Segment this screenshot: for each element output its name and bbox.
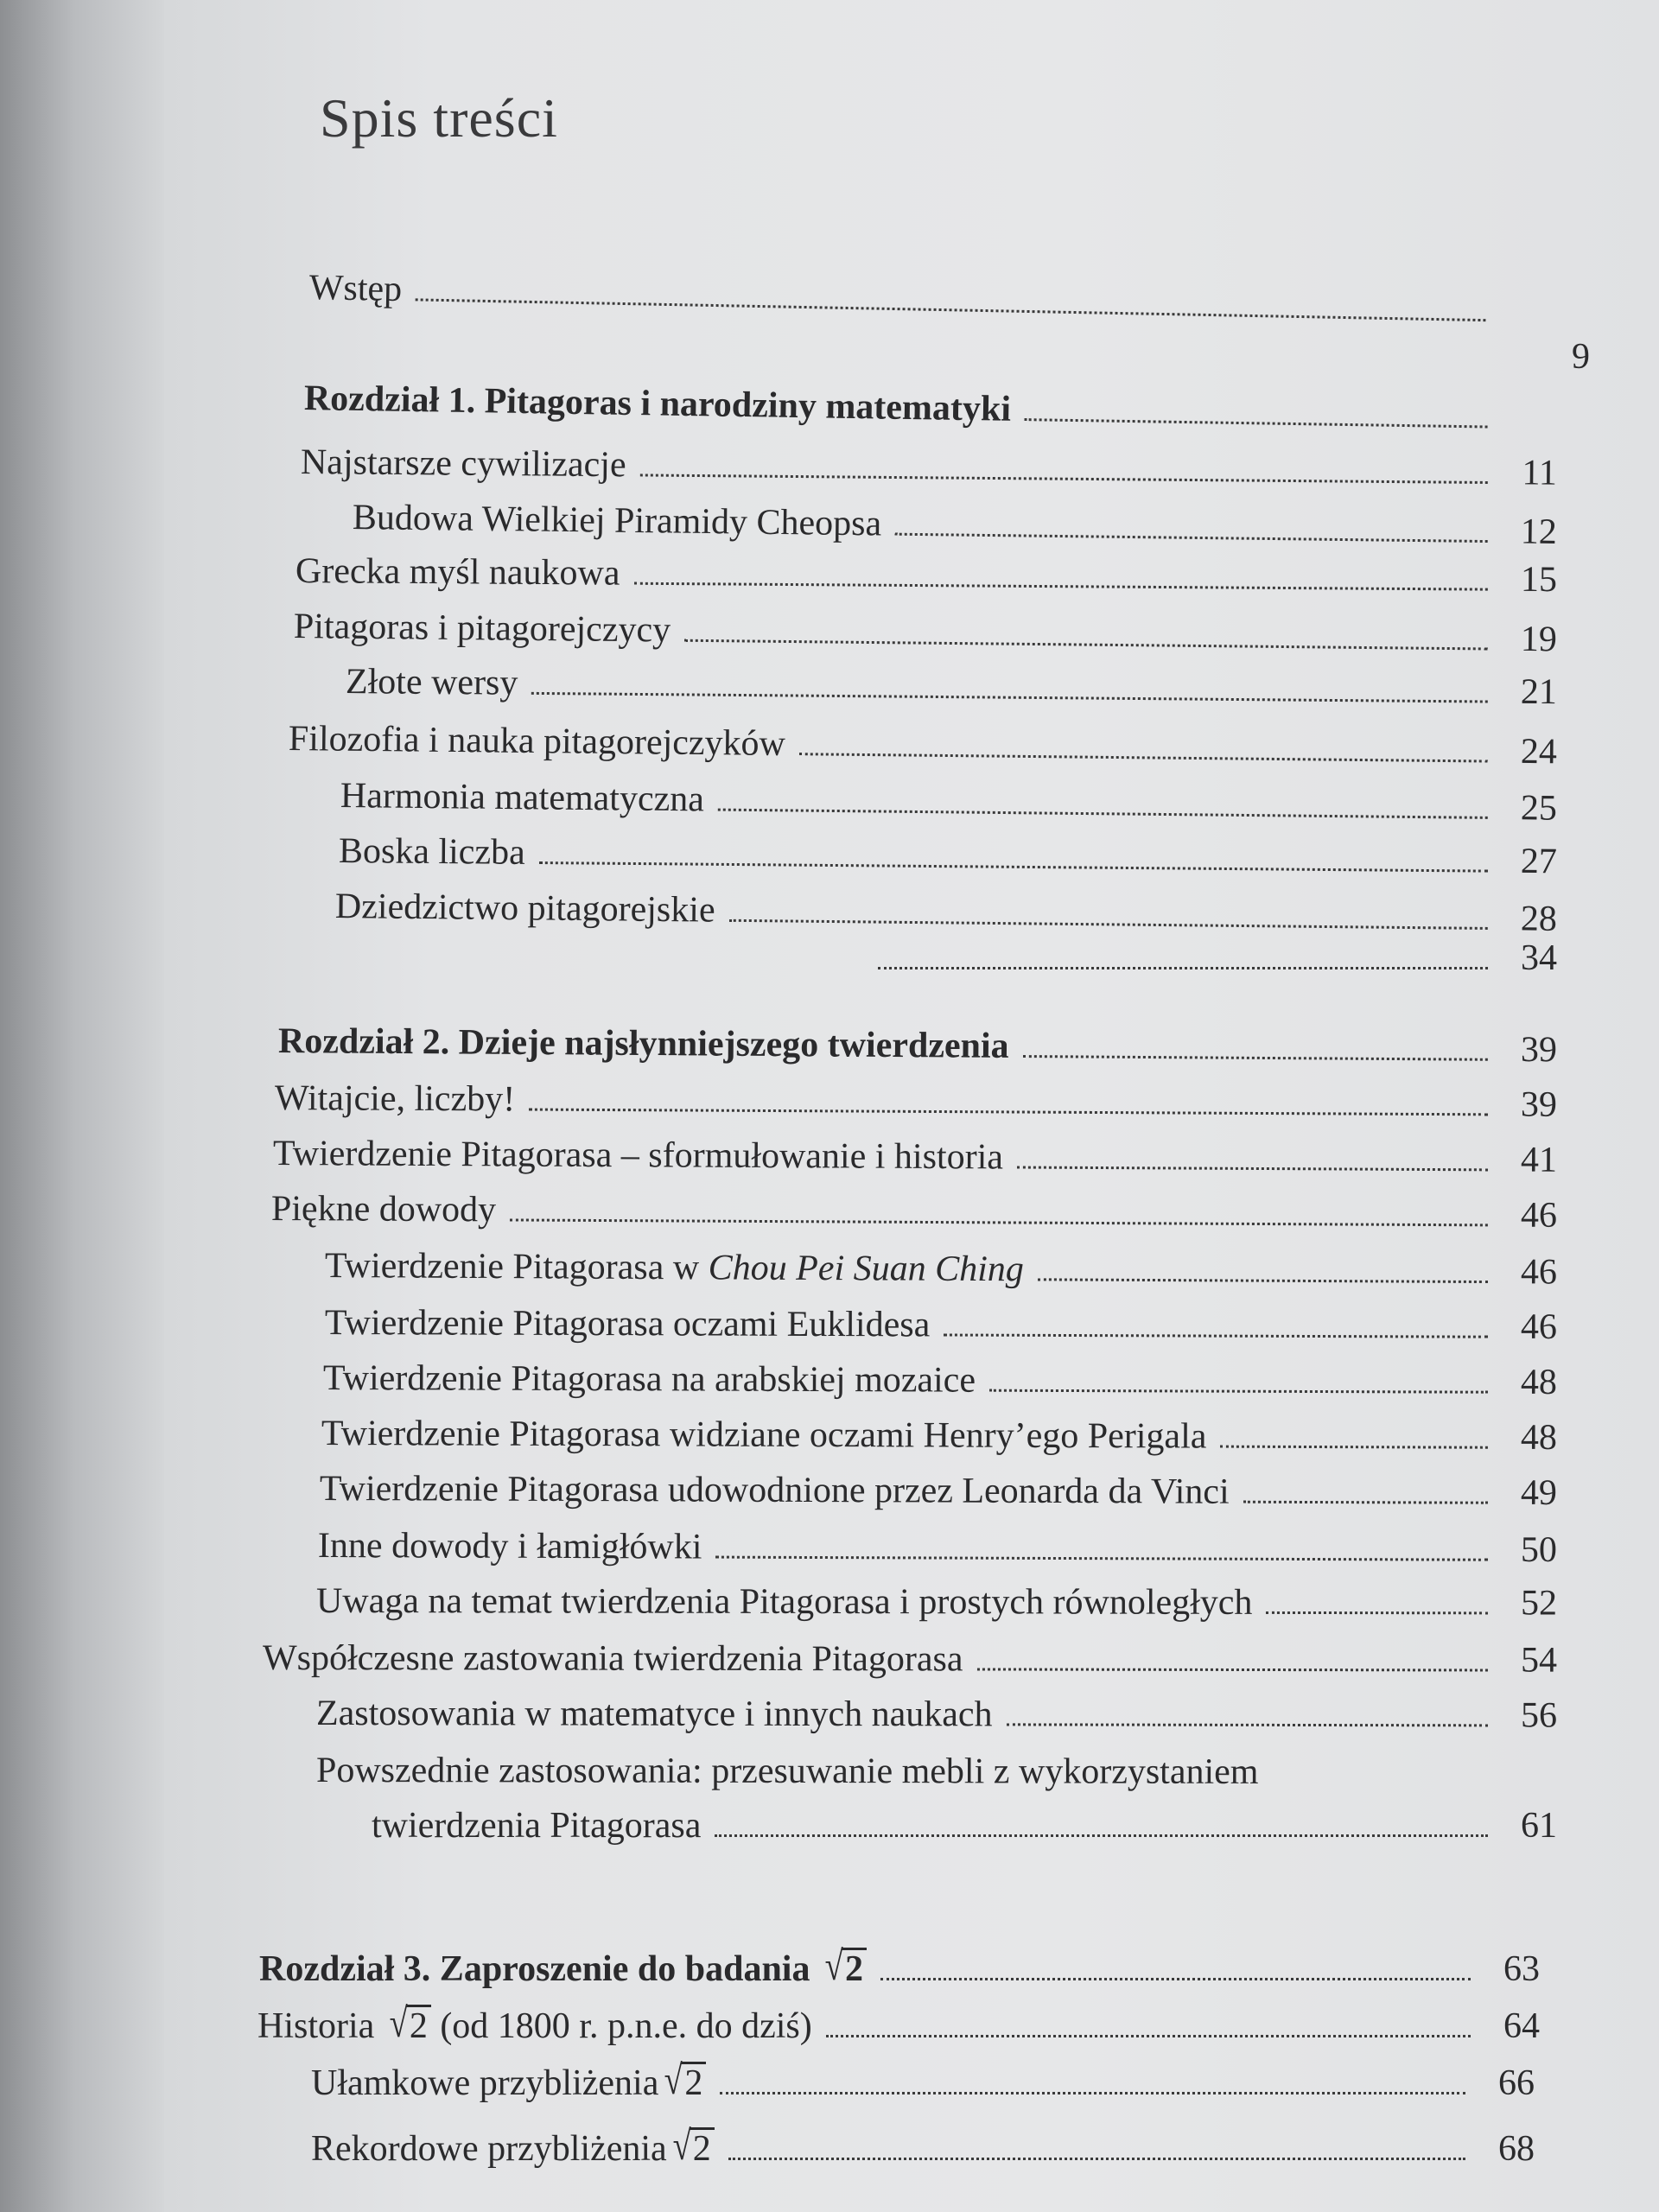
toc-entry-label: Twierdzenie Pitagorasa widziane oczami Henry’ego Perigala — [321, 1413, 1207, 1457]
toc-entry — [315, 1573, 1558, 1624]
toc-entry-line1 — [316, 1742, 1497, 1792]
toc-entry — [324, 1237, 1558, 1293]
page-number: 9 — [1572, 336, 1590, 377]
leader-dots — [633, 582, 1487, 591]
toc-entry — [338, 823, 1558, 882]
toc-chapter-2 — [277, 1013, 1558, 1071]
leader-dots — [715, 1556, 1488, 1561]
page-number: 52 — [1520, 1583, 1558, 1624]
page-number: 39 — [1520, 1084, 1558, 1125]
page-number: 19 — [1520, 619, 1558, 660]
leader-dots — [416, 298, 1486, 321]
page-number: 61 — [1521, 1805, 1557, 1846]
toc-entry-label: Uwaga na temat twierdzenia Pitagorasa i prostych równoległych — [315, 1580, 1253, 1623]
leader-dots — [728, 919, 1487, 930]
page-number: 46 — [1520, 1252, 1558, 1293]
toc-entry-label: Wstęp — [308, 267, 403, 309]
page-number: 12 — [1520, 512, 1558, 552]
toc-entry-label: Rekordowe przybliżenia √ 2 — [311, 2127, 715, 2169]
page-number: 25 — [1520, 788, 1558, 829]
toc-entry-wstep-page — [1503, 328, 1590, 377]
leader-dots — [1038, 1278, 1488, 1283]
page-number: 63 — [1503, 1948, 1540, 1989]
toc-entry-label: Złote wersy — [345, 661, 518, 703]
page-number: 66 — [1498, 2063, 1535, 2103]
toc-entry — [311, 2120, 1535, 2169]
toc-entry — [262, 1630, 1558, 1681]
leader-dots — [531, 692, 1488, 703]
toc-entry — [321, 1405, 1558, 1458]
page-number: 46 — [1520, 1306, 1558, 1347]
toc-entry-label: Pitagoras i pitagorejczycy — [293, 606, 671, 651]
toc-entry-label: Twierdzenie Pitagorasa w Chou Pei Suan Ching — [324, 1245, 1024, 1290]
toc-entry-label: Rozdział 2. Dzieje najsłynniejszego twierdzenia — [277, 1020, 1009, 1066]
toc-entry — [317, 1517, 1558, 1570]
page-number: 27 — [1520, 841, 1558, 882]
page-number: 50 — [1520, 1529, 1558, 1570]
page-number: 48 — [1520, 1362, 1558, 1402]
leader-dots — [826, 2035, 1471, 2037]
toc-entry-label: Współczesne zastowania twierdzenia Pitagorasa — [262, 1637, 963, 1680]
page-number: 56 — [1520, 1695, 1558, 1736]
square-root-symbol: √ 2 — [662, 2062, 706, 2103]
toc-entry — [274, 1070, 1558, 1125]
leader-dots — [989, 1389, 1488, 1394]
page-number: 15 — [1520, 559, 1558, 601]
leader-dots — [878, 967, 1488, 969]
toc-entry — [315, 1685, 1558, 1736]
page-title: Spis treści — [320, 87, 558, 149]
leader-dots — [720, 2092, 1465, 2094]
page-number: 48 — [1520, 1417, 1558, 1458]
toc-entry-wstep — [308, 259, 1495, 330]
page-number: 49 — [1520, 1472, 1558, 1513]
page-number: 34 — [1521, 938, 1557, 978]
toc-entry — [293, 598, 1558, 660]
page-number: 21 — [1520, 671, 1558, 713]
toc-entry — [311, 2055, 1535, 2103]
leader-dots — [976, 1668, 1488, 1671]
toc-entry — [272, 1125, 1558, 1180]
toc-entry-label: Twierdzenie Pitagorasa na arabskiej mozaice — [322, 1357, 976, 1401]
toc-entry-label: Rozdział 3. Zaproszenie do badania √ 2 — [259, 1948, 867, 1989]
toc-entry-label: Najstarsze cywilizacje — [300, 442, 626, 486]
page-number: 46 — [1520, 1195, 1558, 1236]
leader-dots — [728, 2158, 1465, 2160]
toc-entry — [352, 489, 1558, 552]
toc-entry — [295, 543, 1558, 601]
toc-entry-label: Filozofia i nauka pitagorejczyków — [288, 718, 786, 764]
toc-entry-label: Witajcie, liczby! — [274, 1077, 516, 1120]
toc-entry-label: Grecka myśl naukowa — [295, 550, 620, 594]
page-number: 24 — [1520, 731, 1558, 772]
toc-entry-label: Piękne dowody — [270, 1188, 497, 1230]
leader-dots — [799, 753, 1488, 762]
toc-entry-label: Inne dowody i łamigłówki — [317, 1525, 702, 1567]
toc-entry — [340, 767, 1558, 829]
page-number: 11 — [1522, 453, 1558, 493]
leader-dots — [684, 639, 1488, 651]
leader-dots — [639, 474, 1487, 484]
book-title-italic: Chou Pei Suan Ching — [708, 1248, 1024, 1290]
square-root-symbol: √ 2 — [823, 1948, 867, 1989]
toc-entry — [324, 1294, 1558, 1347]
toc-entry — [270, 1180, 1558, 1236]
leader-dots — [1017, 1166, 1488, 1172]
toc-entry-label: Dziedzictwo pitagorejskie — [334, 886, 715, 931]
toc-entry-label: Zastosowania w matematyce i innych naukach — [315, 1693, 993, 1735]
leader-dots — [1007, 1723, 1488, 1726]
leader-dots — [1220, 1446, 1488, 1449]
toc-entry-orphan — [864, 930, 1557, 978]
toc-entry-label: Twierdzenie Pitagorasa – sformułowanie i historia — [272, 1133, 1004, 1178]
page-number: 41 — [1520, 1140, 1558, 1180]
toc-entry — [300, 434, 1558, 493]
page-number: 54 — [1520, 1640, 1558, 1681]
page-number: 28 — [1520, 899, 1558, 939]
leader-dots — [880, 1978, 1471, 1980]
toc-entry-label: Twierdzenie Pitagorasa oczami Euklidesa — [324, 1302, 931, 1345]
leader-dots — [539, 861, 1488, 873]
page-number: 39 — [1520, 1029, 1558, 1071]
toc-entry — [322, 1350, 1558, 1402]
toc-entry-label: Boska liczba — [338, 830, 525, 873]
toc-chapter-1 — [304, 370, 1497, 437]
page-number: 64 — [1503, 2005, 1540, 2046]
toc-chapter-3 — [259, 1941, 1540, 1989]
leader-dots — [944, 1334, 1488, 1338]
toc-entry-label: Harmonia matematyczna — [340, 775, 705, 820]
square-root-symbol: √ 2 — [387, 2005, 431, 2046]
toc-entry — [345, 653, 1558, 713]
leader-dots — [1025, 418, 1488, 428]
toc-entry-label: Powszednie zastosowania: przesuwanie mebli z wykorzystaniem — [315, 1750, 1259, 1792]
toc-entry — [257, 1998, 1540, 2046]
leader-dots — [1243, 1501, 1488, 1504]
toc-entry — [288, 710, 1558, 772]
toc-entry-label: Rozdział 1. Pitagoras i narodziny matematyki — [303, 378, 1012, 429]
leader-dots — [718, 809, 1488, 819]
toc-entry-label: twierdzenia Pitagorasa — [372, 1805, 702, 1846]
toc-entry-label: Historia √ 2 (od 1800 r. p.n.e. do dziś) — [257, 2000, 812, 2046]
square-root-symbol: √ 2 — [671, 2127, 715, 2169]
page-number: 68 — [1498, 2128, 1535, 2169]
leader-dots — [895, 533, 1488, 543]
toc-entry — [319, 1460, 1558, 1513]
toc-entry-label: Twierdzenie Pitagorasa udowodnione przez Leonarda da Vinci — [319, 1468, 1230, 1512]
leader-dots — [715, 1834, 1488, 1837]
leader-dots — [1023, 1055, 1488, 1061]
toc-entry-label: Ułamkowe przybliżenia √ 2 — [311, 2062, 706, 2103]
toc-entry-line2 — [372, 1797, 1557, 1846]
leader-dots — [1266, 1611, 1488, 1614]
leader-dots — [510, 1218, 1488, 1226]
toc-entry-label: Budowa Wielkiej Piramidy Cheopsa — [352, 497, 882, 544]
leader-dots — [529, 1109, 1488, 1116]
